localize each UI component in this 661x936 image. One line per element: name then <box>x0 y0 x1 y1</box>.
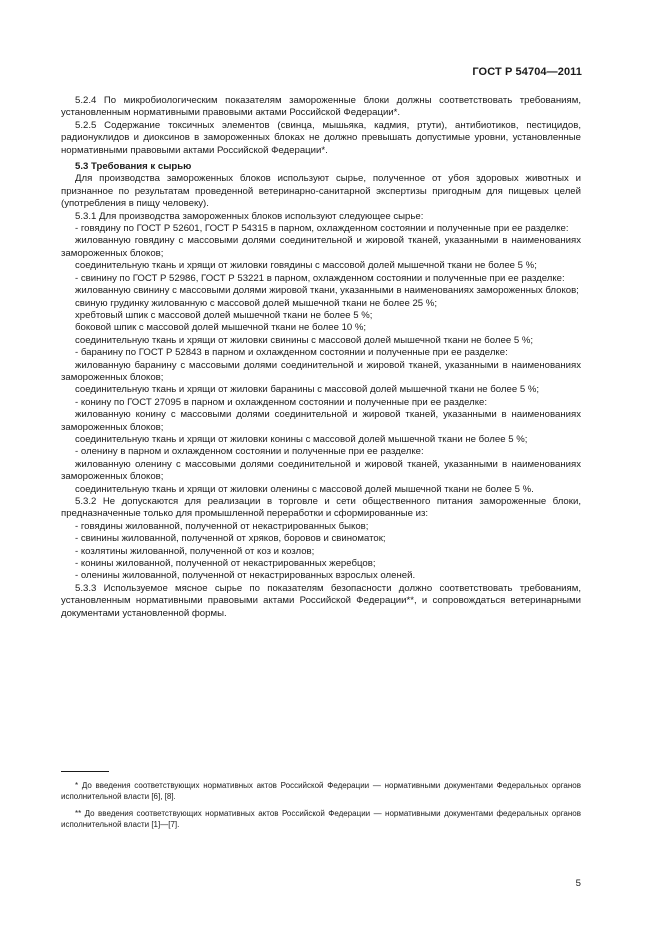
footnotes <box>61 780 581 836</box>
paragraph: - козлятины жилованной, полученной от коз и козлов; <box>75 545 315 557</box>
paragraph: жилованную говядину с массовыми долями соединительной и жировой тканей, указанными в наименованиях замороженных блоков; <box>61 235 581 259</box>
paragraph: 5.2.5 Содержание токсичных элементов (свинца, мышьяка, кадмия, ртути), антибиотиков, пестицидов, радионуклидов и диоксинов в замороженных блоках не должно превышать допустимые уровни, установленные нормативными правовыми актами Российской Федерации*. <box>61 119 581 156</box>
section-heading: 5.3 Требования к сырью <box>75 161 192 173</box>
paragraph: - свинину по ГОСТ Р 52986, ГОСТ Р 53221 в парном, охлажденном состоянии и полученные при ее разделке: <box>75 272 565 284</box>
paragraph: - говядину по ГОСТ Р 52601, ГОСТ Р 54315 в парном, охлажденном состоянии и полученные при ее разделке: <box>75 223 569 235</box>
paragraph: соединительную ткань и хрящи от жиловки свинины с массовой долей мышечной ткани не более 5 %; <box>75 334 534 346</box>
paragraph: соединительную ткань и хрящи от жиловки баранины с массовой долей мышечной ткани не более 5 %; <box>75 384 540 396</box>
paragraph: - конину по ГОСТ 27095 в парном и охлажденном состоянии и полученные при ее разделке: <box>75 396 488 408</box>
footnote: ** До введения соответствующих нормативных актов Российской Федерации — нормативными документами федеральных органов исполнительной власти [1]—[7]. <box>61 809 581 829</box>
paragraph: Для производства замороженных блоков используют сырье, полученное от убоя здоровых животных и признанное по результатам проведенной ветеринарно-санитарной экспертизы пригодным для пищевых целей (употребления в пищу человеку). <box>61 173 581 210</box>
page-number: 5 <box>575 878 581 889</box>
paragraph: 5.3.2 Не допускаются для реализации в торговле и сети общественного питания замороженные блоки, предназначенные только для промышленной переработки и сформированные из: <box>61 496 581 520</box>
paragraph: 5.3.3 Используемое мясное сырье по показателям безопасности должно соответствовать требованиям, установленным нормативными правовыми актами Российской Федерации**, и сопровождаться ветеринарными документами установленной формы. <box>61 582 581 619</box>
paragraph: 5.2.4 По микробиологическим показателям замороженные блоки должны соответствовать требованиям, установленным нормативными правовыми актами Российской Федерации*. <box>61 95 581 119</box>
footnote-divider <box>61 771 109 772</box>
paragraph: боковой шпик с массовой долей мышечной ткани не более 10 %; <box>75 322 367 334</box>
paragraph: - говядины жилованной, полученной от некастрированных быков; <box>75 520 369 532</box>
paragraph: соединительную ткань и хрящи от жиловки говядины с массовой долей мышечной ткани не более 5 %; <box>75 260 537 272</box>
paragraph: - оленины жилованной, полученной от некастрированных взрослых оленей. <box>75 570 416 582</box>
paragraph: - баранину по ГОСТ Р 52843 в парном и охлажденном состоянии и полученные при ее разделке: <box>75 347 508 359</box>
paragraph: жилованную свинину с массовыми долями жировой ткани, указанными в наименованиях замороженных блоков; <box>75 285 579 297</box>
paragraph: - конины жилованной, полученной от некастрированных жеребцов; <box>75 558 376 570</box>
paragraph: жилованную баранину с массовыми долями соединительной и жировой тканей, указанными в наименованиях замороженных блоков; <box>61 359 581 383</box>
paragraph: соединительную ткань и хрящи от жиловки оленины с массовой долей мышечной ткани не более 5 %. <box>75 483 534 495</box>
document-body <box>61 95 581 620</box>
document-id-header: ГОСТ Р 54704—2011 <box>472 66 582 78</box>
paragraph: хребтовый шпик с массовой долей мышечной ткани не более 5 %; <box>75 309 373 321</box>
paragraph: 5.3.1 Для производства замороженных блоков используют следующее сырье: <box>75 210 424 222</box>
paragraph: свиную грудинку жилованную с массовой долей мышечной ткани не более 25 %; <box>75 297 437 309</box>
paragraph: - оленину в парном и охлажденном состоянии и полученные при ее разделке: <box>75 446 424 458</box>
paragraph: жилованную оленину с массовыми долями соединительной и жировой тканей, указанными в наименованиях замороженных блоков; <box>61 458 581 483</box>
footnote: * До введения соответствующих нормативных актов Российской Федерации — нормативными документами Федеральных органов исполнительной власти [6], [8]. <box>61 781 581 801</box>
paragraph: соединительную ткань и хрящи от жиловки конины с массовой долей мышечной ткани не более 5 %; <box>75 433 528 445</box>
paragraph: - свинины жилованной, полученной от хряков, боровов и свиноматок; <box>75 533 386 545</box>
paragraph: жилованную конину с массовыми долями соединительной и жировой тканей, указанными в наименованиях замороженных блоков; <box>61 409 581 433</box>
